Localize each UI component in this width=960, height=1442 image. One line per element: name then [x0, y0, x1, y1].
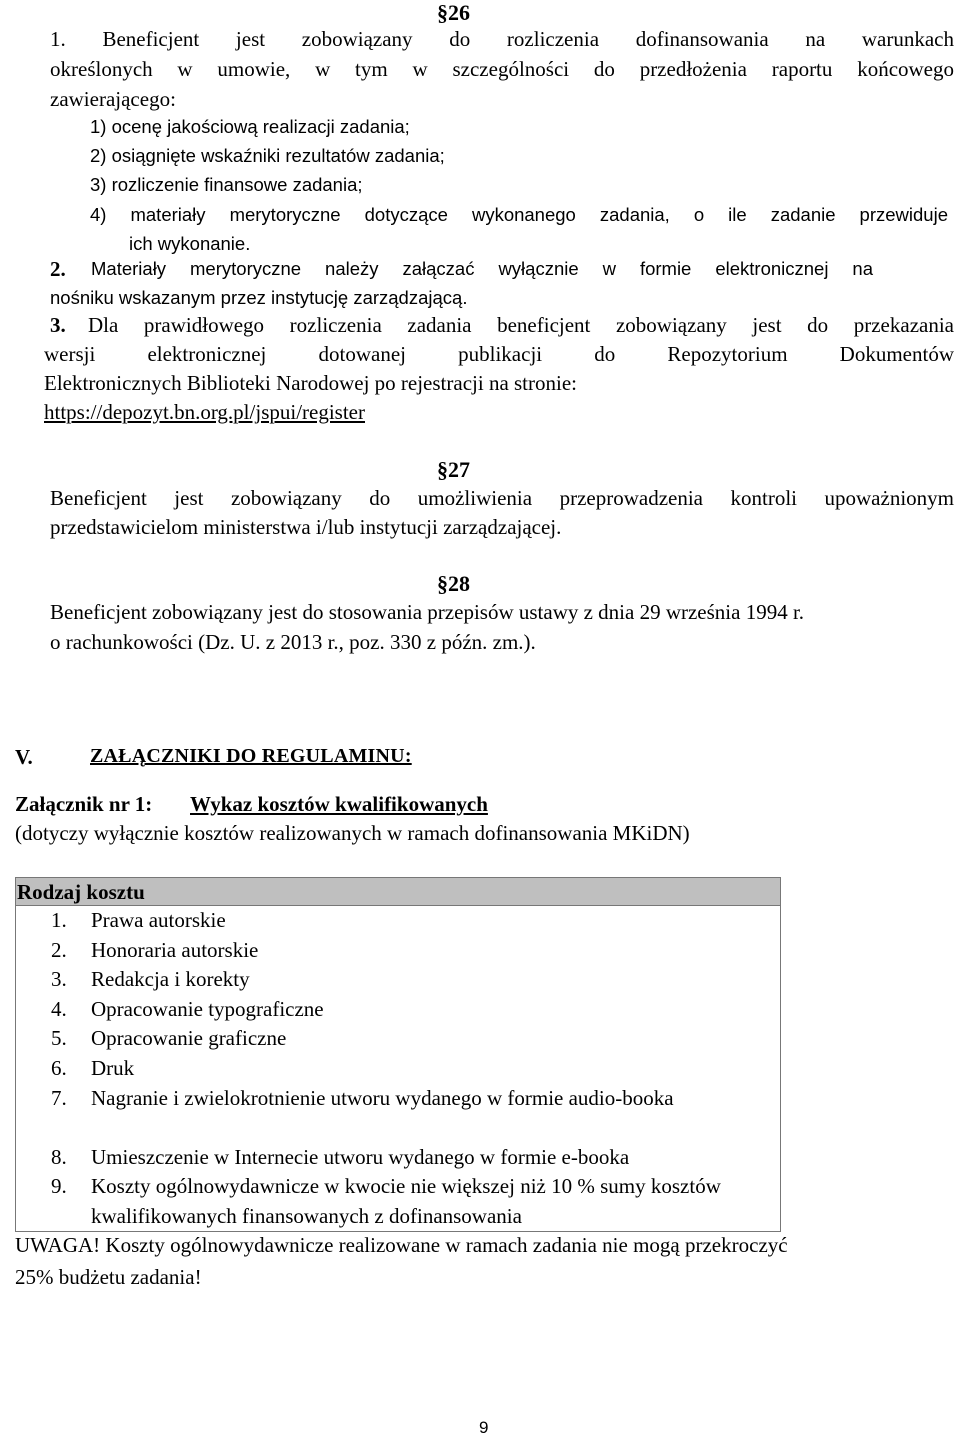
section-v-title: ZAŁĄCZNIKI DO REGULAMINU:: [90, 745, 412, 767]
row-number: 3.: [51, 967, 67, 992]
row-text: Opracowanie typograficzne: [91, 996, 324, 1021]
repository-register-link[interactable]: https://depozyt.bn.org.pl/jspui/register: [44, 400, 365, 424]
row-text: Opracowanie graficzne: [91, 1026, 287, 1051]
s26-p3-line3: Elektronicznych Biblioteki Narodowej po rejestracji na stronie:: [44, 371, 577, 395]
cost-table-header: Rodzaj kosztu: [16, 878, 780, 906]
cost-table: [15, 877, 781, 1232]
table-row: [16, 1084, 780, 1143]
row-text: Honoraria autorskie: [91, 937, 259, 962]
s28-line2: o rachunkowości (Dz. U. z 2013 r., poz. 330 z późn. zm.).: [50, 630, 536, 654]
attachment-title: Wykaz kosztów kwalifikowanych: [190, 792, 488, 816]
s26-item-2: 2) osiągnięte wskaźniki rezultatów zadania;: [90, 145, 445, 166]
s26-p2-line2: nośniku wskazanym przez instytucję zarządzającą.: [50, 287, 468, 308]
row-text: Prawa autorskie: [91, 908, 226, 932]
s27-line1: Beneficjent jest zobowiązany do umożliwienia przeprowadzenia kontroli upoważnionym: [50, 486, 954, 510]
section-27-heading: §27: [437, 457, 470, 482]
table-row: [16, 906, 780, 936]
s26-p3-line2: wersji elektronicznej dotowanej publikacji do Repozytorium Dokumentów: [44, 342, 954, 366]
section-28-heading: §28: [437, 571, 470, 596]
row-text: Redakcja i korekty: [91, 967, 250, 992]
s26-p1-line2: określonych w umowie, w tym w szczególności do przedłożenia raportu końcowego: [50, 57, 954, 81]
row-number: 5.: [51, 1026, 67, 1051]
row-number: 6.: [51, 1055, 67, 1080]
row-number: 8.: [51, 1144, 67, 1169]
table-row: [16, 936, 780, 966]
s26-item-4: 4) materiały merytoryczne dotyczące wykonanego zadania, o ile zadanie przewiduje: [90, 204, 948, 225]
page-number: 9: [479, 1418, 489, 1437]
row-text: Nagranie i zwielokrotnienie utworu wydanego w formie audio-booka: [91, 1085, 674, 1110]
s28-line1: Beneficjent zobowiązany jest do stosowania przepisów ustawy z dnia 29 września 1994 r.: [50, 600, 805, 624]
warning-line1: UWAGA! Koszty ogólnowydawnicze realizowane w ramach zadania nie mogą przekroczyć: [15, 1233, 788, 1257]
attachment-subtitle: (dotyczy wyłącznie kosztów realizowanych w ramach dofinansowania MKiDN): [15, 821, 690, 845]
s26-item-3: 3) rozliczenie finansowe zadania;: [90, 174, 363, 195]
s26-p3-line1: Dla prawidłowego rozliczenia zadania beneficjent zobowiązany jest do przekazania: [88, 313, 954, 337]
row-number: 4.: [51, 996, 67, 1021]
table-row: [16, 1172, 780, 1231]
section-v-number: V.: [15, 745, 33, 769]
table-row: [16, 965, 780, 995]
s26-p1-line3: zawierającego:: [50, 87, 176, 111]
warning-line2: 25% budżetu zadania!: [15, 1265, 202, 1289]
s26-item-1: 1) ocenę jakościową realizacji zadania;: [90, 116, 410, 137]
row-text: Umieszczenie w Internecie utworu wydanego w formie e-booka: [91, 1144, 630, 1169]
table-row: [16, 995, 780, 1025]
table-row: [16, 1143, 780, 1173]
s26-p2-line1: Materiały merytoryczne należy załączać wyłącznie w formie elektronicznej na: [91, 258, 873, 279]
row-number: 9.: [51, 1174, 67, 1199]
table-row: [16, 1054, 780, 1084]
s27-line2: przedstawicielom ministerstwa i/lub instytucji zarządzającej.: [50, 515, 562, 539]
attachment-label: Załącznik nr 1:: [15, 792, 153, 816]
row-number: 1.: [51, 908, 67, 932]
table-row: [16, 1024, 780, 1054]
s26-p1-line1: 1. Beneficjent jest zobowiązany do rozliczenia dofinansowania na warunkach: [50, 27, 954, 51]
row-number: 2.: [51, 937, 67, 962]
row-text: Koszty ogólnowydawnicze w kwocie nie większej niż 10 % sumy kosztów kwalifikowanych finansowanych z dofinansowania: [91, 1174, 721, 1228]
s26-p3-number: 3.: [50, 313, 66, 337]
row-number: 7.: [51, 1085, 67, 1110]
row-text: Druk: [91, 1055, 135, 1080]
s26-item-4-cont: ich wykonanie.: [129, 233, 251, 254]
section-26-heading: §26: [437, 0, 470, 25]
s26-p2-number: 2.: [50, 257, 66, 281]
